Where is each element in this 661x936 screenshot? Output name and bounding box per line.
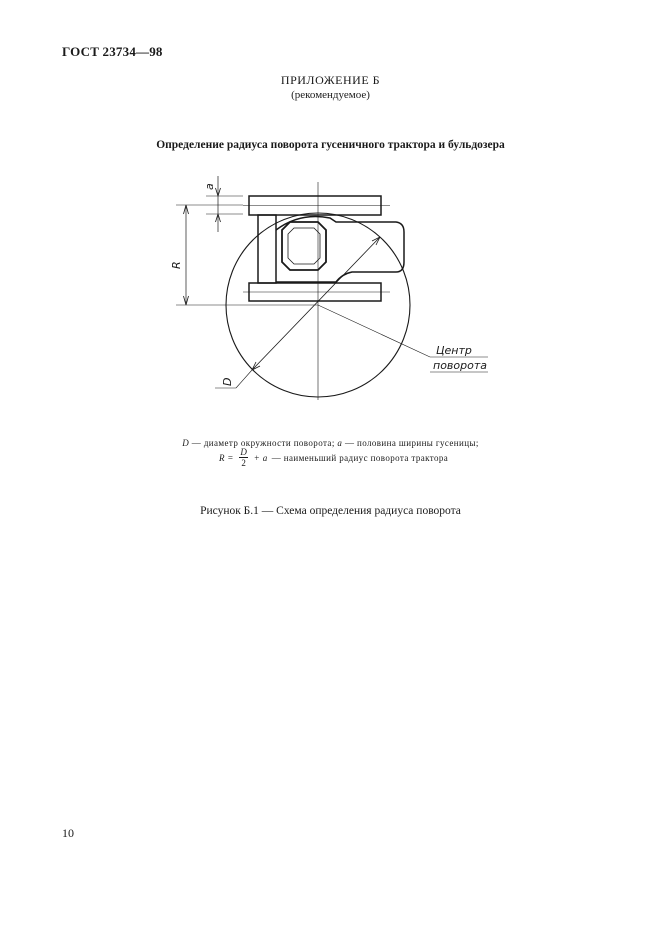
legend-plus: + <box>254 452 260 463</box>
legend-text-D: — диаметр окружности поворота; <box>191 438 335 448</box>
tractor-body <box>276 217 404 283</box>
legend-fraction <box>239 447 248 468</box>
appendix-subtitle: (рекомендуемое) <box>291 89 370 101</box>
legend-line-2 <box>219 447 448 468</box>
fraction-numerator: D <box>240 447 248 457</box>
label-R: R <box>170 261 183 269</box>
appendix-title: ПРИЛОЖЕНИЕ Б <box>280 73 381 87</box>
legend-text-a: — половина ширины гусеницы; <box>344 438 479 448</box>
legend-equals: = <box>227 452 234 463</box>
label-D: D <box>221 377 234 386</box>
cab-octagon <box>282 222 326 270</box>
legend-symbol-R: R <box>219 452 225 463</box>
legend-symbol-a: a <box>337 438 343 448</box>
dimension-D <box>252 237 380 370</box>
center-leader <box>318 305 430 357</box>
turning-radius-drawing <box>150 165 510 415</box>
legend-symbol-a2: a <box>262 452 268 463</box>
label-a: a <box>203 183 216 190</box>
figure-caption: Рисунок Б.1 — Схема определения радиуса поворота <box>200 505 461 517</box>
legend-text-R: — наименьший радиус поворота трактора <box>271 452 449 463</box>
document-code: ГОСТ 23734—98 <box>62 44 163 59</box>
legend-symbol-D: D <box>182 438 190 448</box>
section-title: Определение радиуса поворота гусеничного трактора и бульдозера <box>156 139 505 151</box>
page-number: 10 <box>62 826 74 840</box>
label-center-line1: Центр <box>436 344 472 357</box>
fraction-denominator: 2 <box>241 458 247 468</box>
label-center-line2: поворота <box>433 359 487 372</box>
